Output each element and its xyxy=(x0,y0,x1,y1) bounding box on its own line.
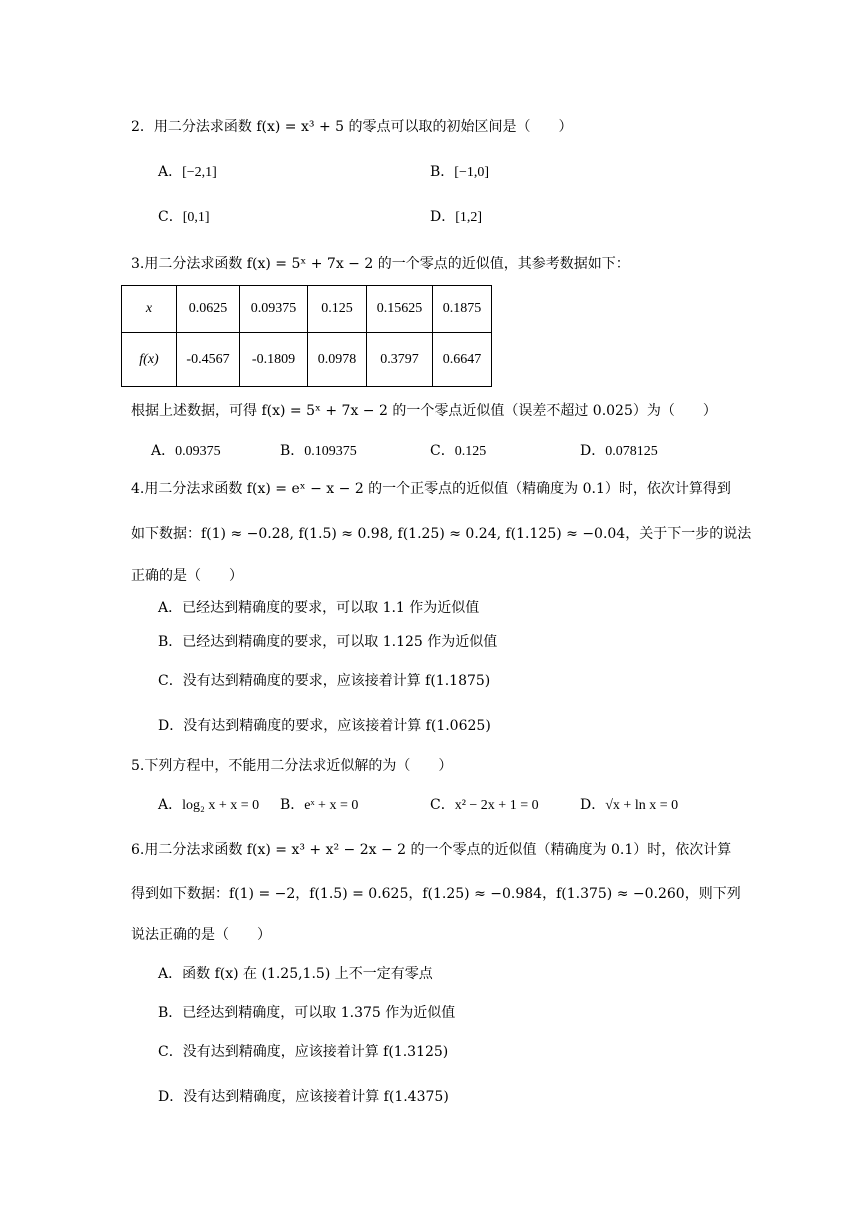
q6-option-b xyxy=(158,1003,455,1023)
option-label: A． xyxy=(158,966,183,982)
q2-stem: 2．用二分法求函数 f(x) = x³ + 5 的零点可以取的初始区间是（ ） xyxy=(131,119,573,135)
option-text: 0.09375 xyxy=(175,444,221,459)
option-text: 没有达到精确度的要求，应该接着计算 f(1.0625) xyxy=(183,718,491,734)
option-text: 没有达到精确度，应该接着计算 f(1.3125) xyxy=(182,1044,449,1060)
table-cell: 0.6647 xyxy=(433,333,492,387)
q2-option-a xyxy=(158,162,217,183)
q3-question: 根据上述数据，可得 f(x) = 5ˣ + 7x − 2 的一个零点近似值（误差不超过 0.025）为（ ） xyxy=(131,403,717,419)
option-text: [1,2] xyxy=(455,210,483,225)
table-cell: 0.0625 xyxy=(177,286,240,333)
q4-stem-line-3: 正确的是（ ） xyxy=(131,568,243,584)
option-label: D． xyxy=(158,718,184,734)
q6-stem-line-3: 说法正确的是（ ） xyxy=(131,927,271,943)
q4-stem-line-2: 如下数据：f(1) ≈ −0.28, f(1.5) ≈ 0.98, f(1.25) ≈ 0.24, f(1.125) ≈ −0.04，关于下一步的说法 xyxy=(131,526,752,542)
q5-option-d xyxy=(580,795,678,816)
q4-option-c xyxy=(158,671,490,691)
q3-option-d xyxy=(580,441,658,462)
option-text: log₂ x + x = 0 xyxy=(182,798,260,813)
option-text: 已经达到精确度的要求，可以取 1.125 作为近似值 xyxy=(182,634,498,650)
table-cell: 0.15625 xyxy=(367,286,433,333)
q6-option-a xyxy=(158,964,433,984)
q5-option-b xyxy=(280,795,358,816)
option-label: B． xyxy=(430,164,455,180)
table-cell: -0.4567 xyxy=(177,333,240,387)
option-text: [−1,0] xyxy=(454,165,490,180)
option-label: D． xyxy=(580,443,606,459)
table-cell: -0.1809 xyxy=(240,333,308,387)
option-label: B． xyxy=(158,634,183,650)
option-label: C． xyxy=(158,209,183,225)
option-text: [0,1] xyxy=(182,210,210,225)
option-label: C． xyxy=(158,1044,183,1060)
q4-stem-line-1: 4.用二分法求函数 f(x) = eˣ − x − 2 的一个正零点的近似值（精确度为 0.1）时，依次计算得到 xyxy=(131,481,731,497)
option-text: 0.109375 xyxy=(304,444,357,459)
q6-option-d xyxy=(158,1087,449,1107)
table-row-fx xyxy=(122,333,492,387)
table-cell: 0.3797 xyxy=(367,333,433,387)
row-header-x: x xyxy=(122,286,177,333)
option-label: C． xyxy=(430,797,455,813)
option-text: [−2,1] xyxy=(182,165,217,180)
q3-option-c xyxy=(430,441,486,462)
option-text: eˣ + x = 0 xyxy=(304,798,359,813)
q4-option-b xyxy=(158,632,497,652)
option-label: A． xyxy=(151,443,176,459)
option-text: x² − 2x + 1 = 0 xyxy=(454,798,539,813)
option-label: A． xyxy=(158,600,183,616)
option-label: D． xyxy=(430,209,456,225)
option-label: B． xyxy=(280,797,305,813)
option-text: 函数 f(x) 在 (1.25,1.5) 上不一定有零点 xyxy=(182,966,433,982)
q5-stem: 5.下列方程中，不能用二分法求近似解的为（ ） xyxy=(131,758,453,774)
option-label: C． xyxy=(158,673,183,689)
option-text: 已经达到精确度的要求，可以取 1.1 作为近似值 xyxy=(182,600,480,616)
option-label: A． xyxy=(158,797,183,813)
option-text: 没有达到精确度，应该接着计算 f(1.4375) xyxy=(183,1089,449,1105)
table-cell: 0.1875 xyxy=(433,286,492,333)
q6-stem-line-1: 6.用二分法求函数 f(x) = x³ + x² − 2x − 2 的一个零点的近似值（精确度为 0.1）时，依次计算 xyxy=(131,842,732,858)
option-label: D． xyxy=(580,797,606,813)
option-label: B． xyxy=(158,1005,183,1021)
q4-option-d xyxy=(158,716,491,736)
option-label: A． xyxy=(158,164,183,180)
q2-option-c xyxy=(158,207,210,228)
q2-option-d xyxy=(430,207,482,228)
q3-option-b xyxy=(280,441,357,462)
row-header-fx: f(x) xyxy=(122,333,177,387)
q6-option-c xyxy=(158,1042,448,1062)
table-cell: 0.0978 xyxy=(308,333,367,387)
table-cell: 0.125 xyxy=(308,286,367,333)
table-cell: 0.09375 xyxy=(240,286,308,333)
q5-option-a xyxy=(158,795,259,816)
option-text: 已经达到精确度，可以取 1.375 作为近似值 xyxy=(182,1005,456,1021)
option-text: 0.125 xyxy=(454,444,487,459)
table-row-x xyxy=(122,286,492,333)
q2-option-b xyxy=(430,162,489,183)
q6-stem-line-2: 得到如下数据：f(1) = −2，f(1.5) = 0.625，f(1.25) ≈ −0.984，f(1.375) ≈ −0.260，则下列 xyxy=(131,886,741,902)
option-text: √x + ln x = 0 xyxy=(605,798,679,813)
option-label: D． xyxy=(158,1089,184,1105)
option-label: B． xyxy=(280,443,305,459)
option-label: C． xyxy=(430,443,455,459)
q5-option-c xyxy=(430,795,539,816)
q3-stem: 3.用二分法求函数 f(x) = 5ˣ + 7x − 2 的一个零点的近似值，其参考数据如下： xyxy=(131,256,630,272)
q3-data-table xyxy=(121,285,492,387)
option-text: 0.078125 xyxy=(605,444,658,459)
q4-option-a xyxy=(158,598,479,618)
option-text: 没有达到精确度的要求，应该接着计算 f(1.1875) xyxy=(182,673,491,689)
q3-option-a xyxy=(151,441,221,462)
